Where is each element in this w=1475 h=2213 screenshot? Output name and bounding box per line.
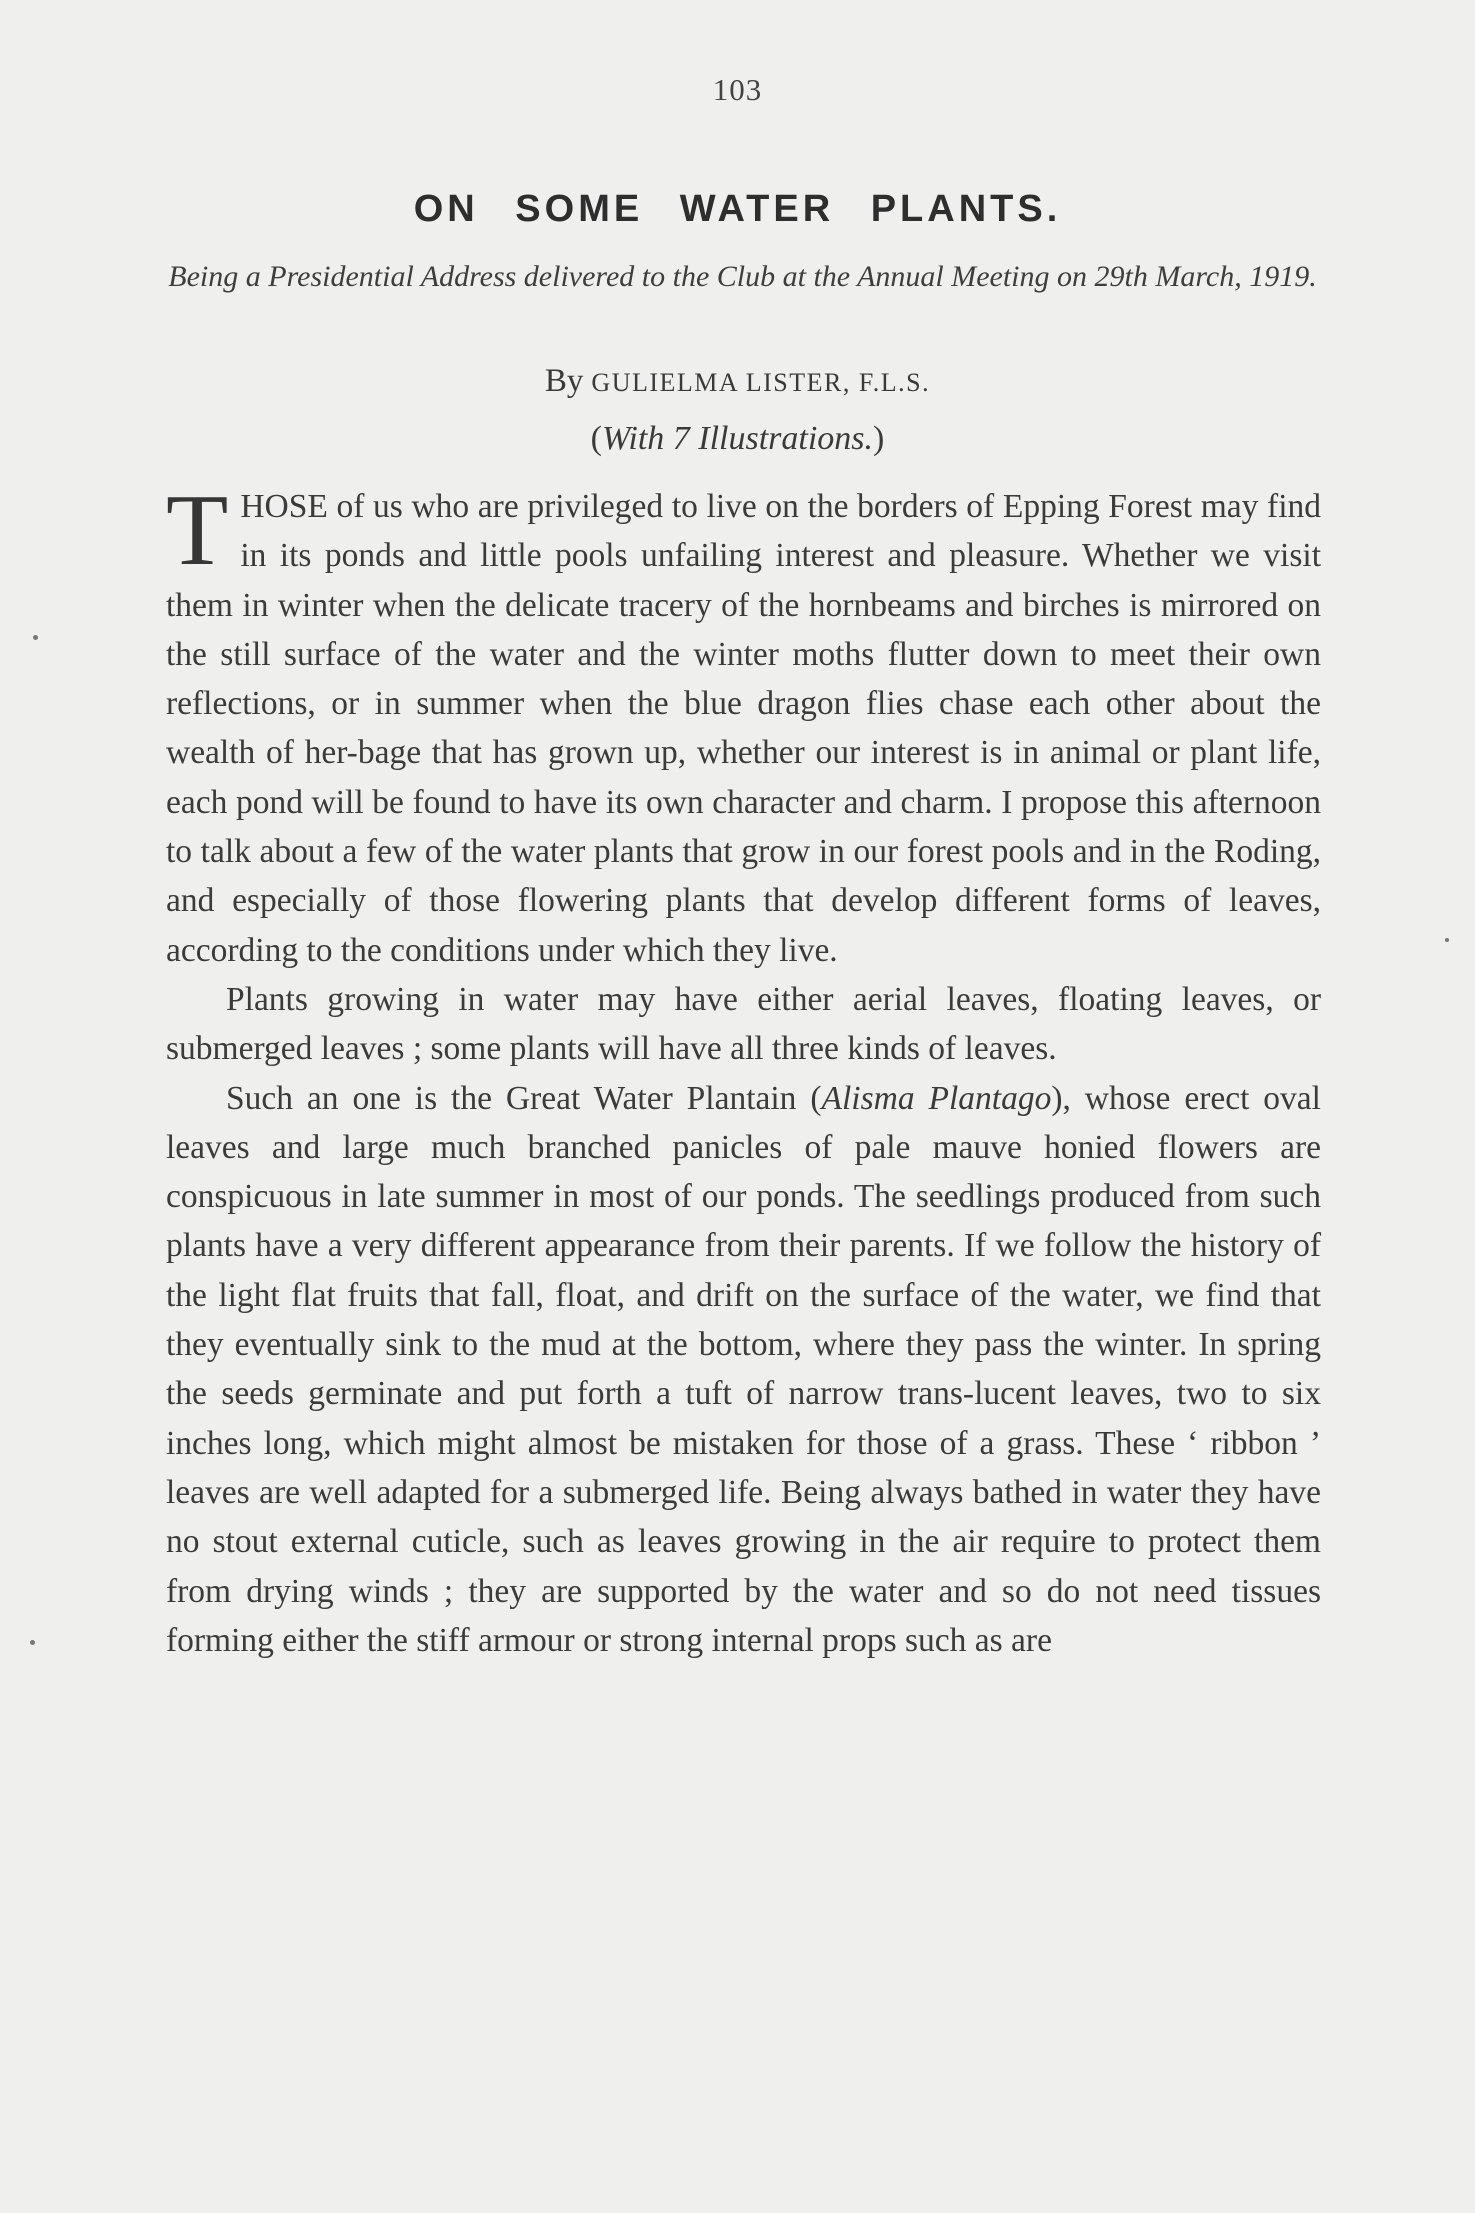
page-number: 103 bbox=[712, 72, 763, 107]
illustrations-close-paren: ) bbox=[873, 420, 885, 457]
paragraph-1-text: HOSE of us who are privileged to live on the borders of Epping Forest may find in its ponds and little pools unfailing interest and pleasure. Whether we visit them in winter when the delicate tracery of the hornbeams and birches is mirrored on the still surface of the water and the winter moths flutter down to meet their own reflections, or in summer when the blue dragon flies chase each other about the wealth of her-bage that has grown up, whether our interest is in animal or plant life, each pond will be found to have its own character and charm. I propose this afternoon to talk about a few of the water plants that grow in our forest pools and in the Roding, and especially of those flowering plants that develop different forms of leaves, according to the conditions under which they live. bbox=[166, 488, 1321, 969]
article-body bbox=[166, 474, 1321, 1665]
scan-speck bbox=[30, 1640, 35, 1645]
latin-name: Alisma Plantago bbox=[821, 1079, 1052, 1117]
paragraph-1 bbox=[166, 474, 1321, 975]
byline bbox=[0, 362, 1475, 400]
paragraph-3 bbox=[166, 1074, 1321, 1666]
drop-cap: T bbox=[166, 474, 229, 587]
article-subtitle: Being a Presidential Address delivered to the Club at the Annual Meeting on 29th March, 1919. bbox=[168, 260, 1317, 293]
illustrations-note bbox=[0, 420, 1475, 458]
scan-speck bbox=[1445, 938, 1449, 942]
byline-prefix: By bbox=[544, 363, 584, 399]
author-name: GULIELMA LISTER, F.L.S. bbox=[591, 368, 931, 397]
paragraph-3-text-after: ), whose erect oval leaves and large much branched panicles of pale mauve honied flowers are conspicuous in late summer in most of our ponds. The seedlings produced from such plants have a very different appearance from their parents. If we follow the history of the light flat fruits that fall, float, and drift on the surface of the water, we find that they eventually sink to the mud at the bottom, where they pass the winter. In spring the seeds germinate and put forth a tuft of narrow trans-lucent leaves, two to six inches long, which might almost be mistaken for those of a grass. These ‘ ribbon ’ leaves are well adapted for a submerged life. Being always bathed in water they have no stout external cuticle, such as leaves growing in the air require to protect them from drying winds ; they are supported by the water and so do not need tissues forming either the stiff armour or strong internal props such as are bbox=[166, 1079, 1321, 1659]
scan-speck bbox=[33, 635, 38, 640]
paragraph-2: Plants growing in water may have either aerial leaves, floating leaves, or submerged leaves ; some plants will have all three kinds of leaves. bbox=[166, 980, 1321, 1068]
illustrations-open-paren: ( bbox=[590, 420, 602, 457]
illustrations-text: With 7 Illustrations. bbox=[601, 420, 874, 457]
paragraph-3-text-before: Such an one is the Great Water Plantain ( bbox=[226, 1079, 822, 1117]
article-title: ON SOME WATER PLANTS. bbox=[413, 188, 1062, 230]
